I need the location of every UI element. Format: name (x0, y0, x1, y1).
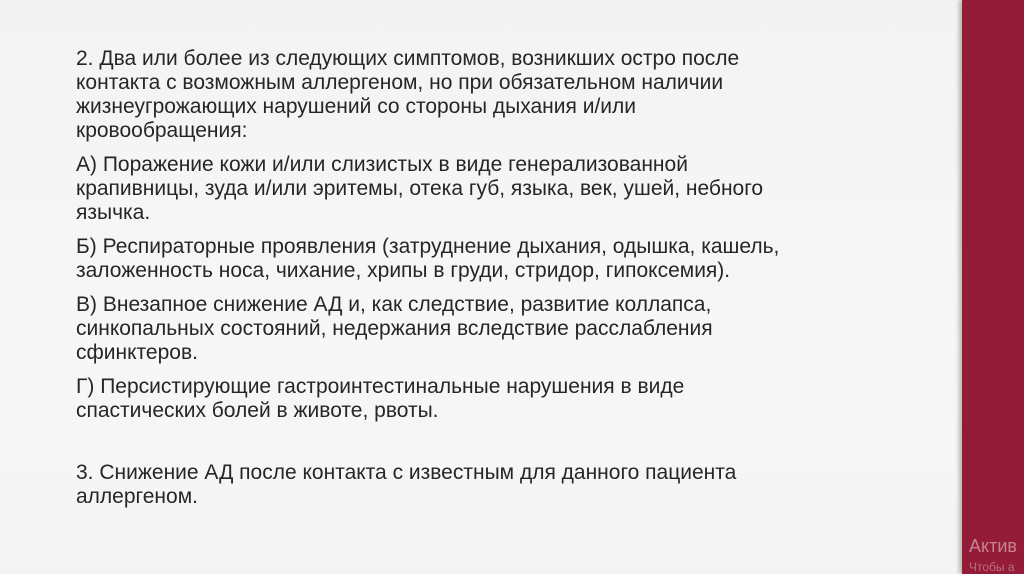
criterion-a-text: А) Поражение кожи и/или слизистых в виде генерализованной крапивницы, зуда и/или эритемы, отека губ, языка, век, ушей, небного язычка. (76, 153, 764, 224)
criterion-2-text: 2. Два или более из следующих симптомов, возникших остро после контакта с возможным аллергеном, но при обязательном наличии жизнеугрожающих нарушений со стороны дыхания и/или кровообращения: (76, 47, 740, 142)
criterion-b-text: Б) Респираторные проявления (затруднение дыхания, одышка, кашель, заложенность носа, чихание, хрипы в груди, стридор, гипоксемия). (76, 235, 780, 282)
criterion-3-text: 3. Снижение АД после контакта с известным для данного пациента аллергеном. (76, 461, 737, 508)
slide-body (76, 47, 946, 509)
accent-sidebar (962, 0, 1024, 574)
activation-watermark: Актив (969, 536, 1017, 556)
criterion-c-text: В) Внезапное снижение АД и, как следствие, развитие коллапса, синкопальных состояний, недержания вследствие расслабления сфинктеров. (76, 293, 713, 364)
activation-watermark-sub: Чтобы а (969, 560, 1015, 574)
criterion-d-text: Г) Персистирующие гастроинтестинальные нарушения в виде спастических болей в животе, рвоты. (76, 375, 685, 422)
